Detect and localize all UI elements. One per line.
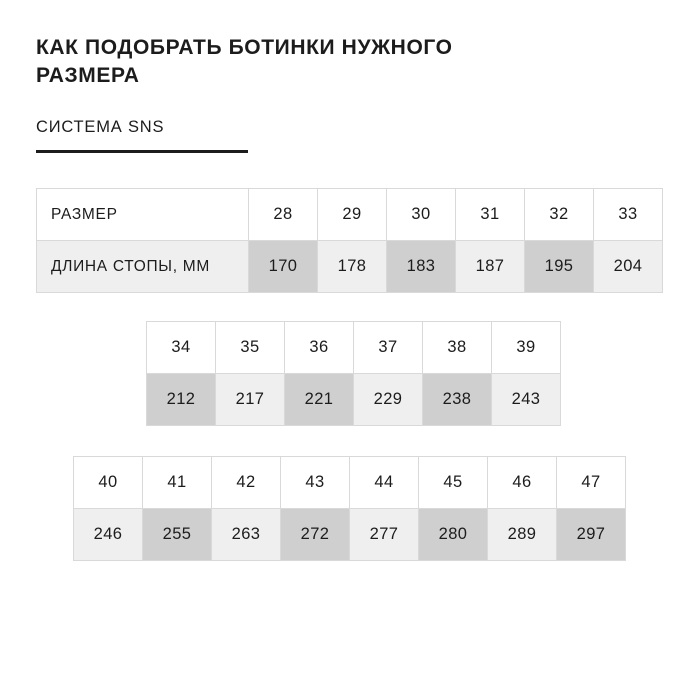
size-table-block-2-wrap <box>36 321 664 426</box>
size-cell: 46 <box>488 457 557 509</box>
size-cell: 31 <box>456 189 525 241</box>
length-cell: 195 <box>525 241 594 293</box>
row-label-size: РАЗМЕР <box>37 189 249 241</box>
size-cell: 45 <box>419 457 488 509</box>
size-cell: 43 <box>281 457 350 509</box>
size-cell: 30 <box>387 189 456 241</box>
length-cell: 255 <box>143 509 212 561</box>
page-subtitle: СИСТЕМА SNS <box>36 118 165 137</box>
size-cell: 41 <box>143 457 212 509</box>
length-cell: 246 <box>74 509 143 561</box>
length-cell: 280 <box>419 509 488 561</box>
length-cell: 178 <box>318 241 387 293</box>
row-label-foot-length: ДЛИНА СТОПЫ, ММ <box>37 241 249 293</box>
length-cell: 277 <box>350 509 419 561</box>
length-cell: 297 <box>557 509 626 561</box>
length-cell: 229 <box>354 374 423 426</box>
size-cell: 38 <box>423 322 492 374</box>
size-cell: 33 <box>594 189 663 241</box>
size-cell: 35 <box>216 322 285 374</box>
size-table-block-3 <box>73 456 626 561</box>
size-cell: 36 <box>285 322 354 374</box>
page-title: КАК ПОДОБРАТЬ БОТИНКИ НУЖНОГО РАЗМЕРА <box>36 36 453 88</box>
length-cell: 170 <box>249 241 318 293</box>
size-table-block-1 <box>36 188 663 293</box>
size-cell: 44 <box>350 457 419 509</box>
length-cell: 221 <box>285 374 354 426</box>
length-cell: 187 <box>456 241 525 293</box>
length-cell: 217 <box>216 374 285 426</box>
length-cell: 289 <box>488 509 557 561</box>
table-row <box>37 241 663 293</box>
size-table-block-3-wrap <box>36 456 664 561</box>
length-cell: 183 <box>387 241 456 293</box>
length-cell: 272 <box>281 509 350 561</box>
title-divider <box>36 150 248 153</box>
length-cell: 238 <box>423 374 492 426</box>
size-cell: 34 <box>147 322 216 374</box>
size-cell: 39 <box>492 322 561 374</box>
size-cell: 47 <box>557 457 626 509</box>
length-cell: 243 <box>492 374 561 426</box>
size-cell: 40 <box>74 457 143 509</box>
table-row <box>147 374 561 426</box>
table-row <box>74 457 626 509</box>
size-table-block-2 <box>146 321 561 426</box>
table-row <box>147 322 561 374</box>
length-cell: 204 <box>594 241 663 293</box>
size-cell: 42 <box>212 457 281 509</box>
size-cell: 29 <box>318 189 387 241</box>
table-row <box>37 189 663 241</box>
length-cell: 212 <box>147 374 216 426</box>
length-cell: 263 <box>212 509 281 561</box>
size-cell: 32 <box>525 189 594 241</box>
size-cell: 37 <box>354 322 423 374</box>
size-cell: 28 <box>249 189 318 241</box>
table-row <box>74 509 626 561</box>
